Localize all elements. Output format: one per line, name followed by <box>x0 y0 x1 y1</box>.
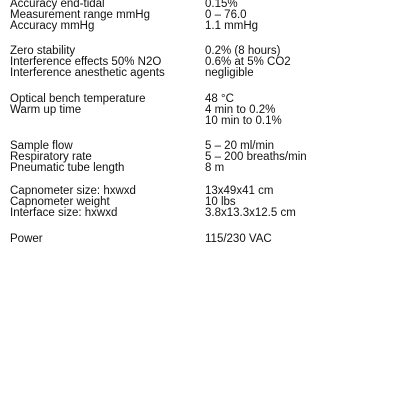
accuracy-group <box>0 0 400 33</box>
spec-label: Pneumatic tube length <box>10 162 125 175</box>
spec-label: Power <box>10 233 43 245</box>
spec-label: Interference anesthetic agents <box>10 67 165 80</box>
spec-label: Zero stability <box>10 45 76 57</box>
thermal-group <box>0 94 400 128</box>
spec-row-warm-up-time <box>0 105 400 116</box>
spec-value: negligible <box>205 67 254 80</box>
spec-label: Optical bench temperature <box>10 93 146 105</box>
spec-value: 48 °C <box>205 93 234 105</box>
spec-value: 0.15% <box>205 0 238 10</box>
spec-value: 5 – 200 breaths/min <box>205 151 307 164</box>
stability-group <box>0 46 400 80</box>
spec-value: 4 min to 0.2% <box>205 104 276 117</box>
spec-value: 3.8x13.3x12.5 cm <box>205 207 296 220</box>
spec-value: 10 min to 0.1% <box>205 115 282 128</box>
spec-value: 115/230 VAC <box>205 233 272 245</box>
spec-label: Accuracy mmHg <box>10 20 95 33</box>
spec-value: 10 lbs <box>205 196 236 209</box>
spec-value: 5 – 20 ml/min <box>205 140 275 152</box>
spec-value: 0 – 76.0 <box>205 9 247 22</box>
spec-row-power <box>0 234 400 245</box>
spec-label: Warm up time <box>10 104 82 117</box>
spec-label: Respiratory rate <box>10 151 92 164</box>
spec-value: 0.6% at 5% CO2 <box>205 56 291 69</box>
spec-label: Measurement range mmHg <box>10 9 150 22</box>
spec-value: 0.2% (8 hours) <box>205 45 281 57</box>
spec-label: Interface size: hxwxd <box>10 207 118 220</box>
spec-label: Accuracy end-tidal <box>10 0 105 10</box>
spec-row-accuracy-mmhg <box>0 21 400 32</box>
power-group <box>0 234 400 245</box>
spec-label: Sample flow <box>10 140 73 152</box>
spec-value: 1.1 mmHg <box>205 20 259 33</box>
spec-row-warm-up-time-continued <box>0 116 400 127</box>
spec-value: 8 m <box>205 162 225 175</box>
spec-label: Interference effects 50% N2O <box>10 56 162 69</box>
spec-label: Capnometer weight <box>10 196 110 209</box>
spec-row-pneumatic-tube-length <box>0 163 400 174</box>
pneumatic-group <box>0 141 400 175</box>
physical-group <box>0 186 400 220</box>
spec-row-interface-size <box>0 208 400 219</box>
spec-row-interference-anesthetic <box>0 68 400 79</box>
spec-value: 13x49x41 cm <box>205 185 274 197</box>
spec-label: Capnometer size: hxwxd <box>10 185 136 197</box>
